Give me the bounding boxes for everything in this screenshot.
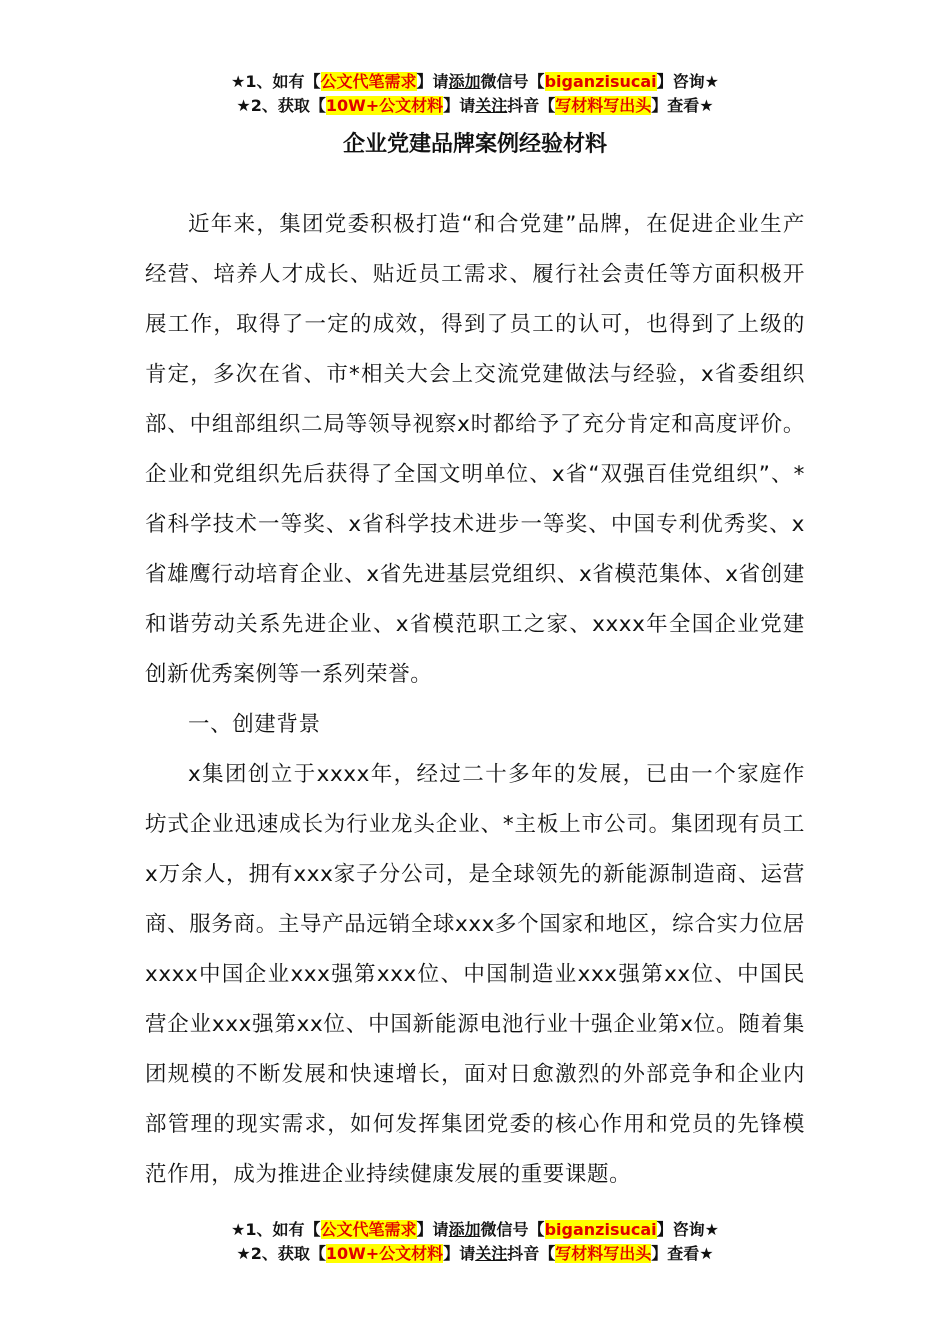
star-icon: ★	[236, 96, 251, 115]
follow-emphasis: 关注	[475, 1244, 508, 1263]
document-body	[145, 200, 805, 1200]
wechat-id-highlight: biganzisucai	[544, 1220, 657, 1239]
materials-highlight: 10W+公文材料	[325, 1244, 444, 1263]
section-heading: 一、创建背景	[188, 712, 321, 737]
banner-text: 】请	[416, 72, 449, 91]
banner-text: 】请	[443, 96, 476, 115]
body-paragraph: 近年来，集团党委积极打造“和合党建”品牌，在促进企业生产经营、培养人才成长、贴近员工需求、履行社会责任等方面积极开展工作，取得了一定的成效，得到了员工的认可，也得到了上级的肯定，多次在省、市*相关大会上交流党建做法与经验，x省委组织部、中组部组织二局等领导视察x时都给予了充分肯定和高度评价。企业和党组织先后获得了全国文明单位、x省“双强百佳党组织”、*省科学技术一等奖、x省科学技术进步一等奖、中国专利优秀奖、x省雄鹰行动培育企业、x省先进基层党组织、x省模范集体、x省创建和谐劳动关系先进企业、x省模范职工之家、xxxx年全国企业党建创新优秀案例等一系列荣誉。	[145, 212, 805, 687]
banner-line-2	[0, 94, 950, 118]
star-icon: ★	[231, 72, 246, 91]
banner-text: 2、获取【	[250, 1244, 326, 1263]
banner-text: 微信号【	[480, 72, 545, 91]
top-banner	[0, 70, 950, 118]
banner-text: 抖音【	[507, 96, 556, 115]
star-icon: ★	[236, 1244, 251, 1263]
banner-line-2	[0, 1242, 950, 1266]
banner-line-1	[0, 70, 950, 94]
banner-text: 】请	[443, 1244, 476, 1263]
banner-text: 2、获取【	[250, 96, 326, 115]
wechat-id-highlight: biganzisucai	[544, 72, 657, 91]
star-icon: ★	[231, 1220, 246, 1239]
star-icon: ★	[699, 1244, 714, 1263]
banner-text: 1、如有【	[245, 72, 321, 91]
add-emphasis: 添加	[448, 72, 481, 91]
materials-highlight: 10W+公文材料	[325, 96, 444, 115]
banner-text: 】咨询	[656, 72, 705, 91]
service-highlight: 公文代笔需求	[320, 72, 417, 91]
service-highlight: 公文代笔需求	[320, 1220, 417, 1239]
banner-text: 】查看	[651, 1244, 700, 1263]
banner-text: 】咨询	[656, 1220, 705, 1239]
banner-text: 】请	[416, 1220, 449, 1239]
star-icon: ★	[699, 96, 714, 115]
star-icon: ★	[704, 1220, 719, 1239]
body-paragraph: x集团创立于xxxx年，经过二十多年的发展，已由一个家庭作坊式企业迅速成长为行业龙头企业、*主板上市公司。集团现有员工x万余人，拥有xxx家子分公司，是全球领先的新能源制造商、运营商、服务商。主导产品远销全球xxx多个国家和地区，综合实力位居xxxx中国企业xxx强第xxx位、中国制造业xxx强第xx位、中国民营企业xxx强第xx位、中国新能源电池行业十强企业第x位。随着集团规模的不断发展和快速增长，面对日愈激烈的外部竞争和企业内部管理的现实需求，如何发挥集团党委的核心作用和党员的先锋模范作用，成为推进企业持续健康发展的重要课题。	[145, 762, 805, 1187]
banner-text: 1、如有【	[245, 1220, 321, 1239]
douyin-highlight: 写材料写出头	[555, 1244, 652, 1263]
bottom-banner	[0, 1218, 950, 1266]
follow-emphasis: 关注	[475, 96, 508, 115]
banner-line-1	[0, 1218, 950, 1242]
add-emphasis: 添加	[448, 1220, 481, 1239]
banner-text: 】查看	[651, 96, 700, 115]
banner-text: 抖音【	[507, 1244, 556, 1263]
document-title: 企业党建品牌案例经验材料	[342, 132, 607, 157]
star-icon: ★	[704, 72, 719, 91]
douyin-highlight: 写材料写出头	[555, 96, 652, 115]
banner-text: 微信号【	[480, 1220, 545, 1239]
